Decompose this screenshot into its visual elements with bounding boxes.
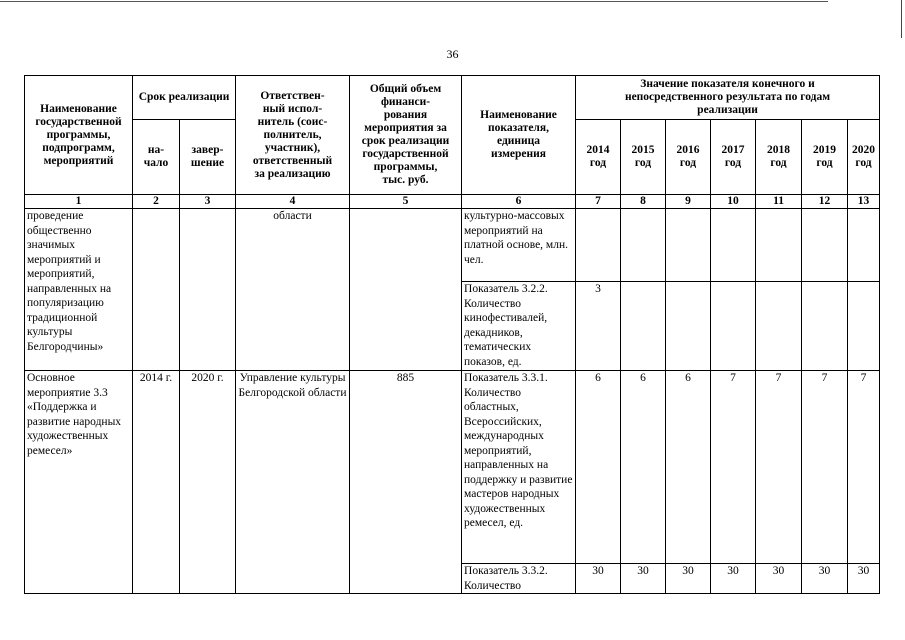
header-year-2019: 2019 год: [802, 120, 848, 195]
scan-edge-mark: [895, 0, 902, 38]
header-values: Значение показателя конечного и непосредственного результата по годам реализации: [576, 76, 880, 120]
financing-cell: [350, 209, 462, 371]
col-num: 4: [236, 195, 350, 209]
financing-cell: 885: [350, 371, 462, 594]
value-cell: [711, 282, 756, 371]
col-num: 3: [180, 195, 236, 209]
value-cell: [666, 282, 711, 371]
column-number-row: [25, 195, 880, 209]
value-cell: 30: [666, 564, 711, 594]
col-num: 2: [133, 195, 180, 209]
value-cell: 6: [576, 371, 621, 564]
value-cell: 3: [576, 282, 621, 371]
indicator-table: [24, 75, 880, 594]
col-num: 12: [802, 195, 848, 209]
col-num: 8: [621, 195, 666, 209]
col-num: 9: [666, 195, 711, 209]
value-cell: 30: [848, 564, 880, 594]
responsible-cell: области: [236, 209, 350, 371]
value-cell: 6: [621, 371, 666, 564]
value-cell: [621, 209, 666, 282]
program-name-cell: проведение общественно значимых мероприятий и мероприятий, направленных на популяризацию традиционной культуры Белгородчины»: [25, 209, 133, 371]
value-cell: 30: [802, 564, 848, 594]
value-cell: 30: [756, 564, 802, 594]
value-cell: [576, 209, 621, 282]
value-cell: 30: [576, 564, 621, 594]
value-cell: [756, 282, 802, 371]
end-cell: [180, 209, 236, 371]
indicator-cell: Показатель 3.3.1. Количество областных, Всероссийских, международных мероприятий, направленных на поддержку и развитие мастеров народных художественных ремесел, ед.: [462, 371, 576, 564]
value-cell: 7: [802, 371, 848, 564]
value-cell: [756, 209, 802, 282]
program-name-cell: Основное мероприятие 3.3 «Поддержка и развитие народных художественных ремесел»: [25, 371, 133, 594]
value-cell: [666, 209, 711, 282]
header-year-2017: 2017 год: [711, 120, 756, 195]
value-cell: 30: [621, 564, 666, 594]
value-cell: [621, 282, 666, 371]
end-cell: 2020 г.: [180, 371, 236, 594]
value-cell: 7: [711, 371, 756, 564]
header-program-name: Наименование государственной программы, подпрограмм, мероприятий: [25, 76, 133, 195]
value-cell: [802, 209, 848, 282]
start-cell: 2014 г.: [133, 371, 180, 594]
col-num: 1: [25, 195, 133, 209]
header-indicator: Наименование показателя, единица измерения: [462, 76, 576, 195]
value-cell: [848, 282, 880, 371]
col-num: 7: [576, 195, 621, 209]
top-rule: [0, 1, 828, 2]
value-cell: 6: [666, 371, 711, 564]
header-year-2014: 2014 год: [576, 120, 621, 195]
header-year-2020: 2020 год: [848, 120, 880, 195]
value-cell: 7: [756, 371, 802, 564]
indicator-cell: Показатель 3.2.2. Количество кинофестивалей, декадников, тематических показов, ед.: [462, 282, 576, 371]
header-year-2015: 2015 год: [621, 120, 666, 195]
value-cell: [711, 209, 756, 282]
header-year-2016: 2016 год: [666, 120, 711, 195]
table-row: [25, 371, 880, 564]
value-cell: [802, 282, 848, 371]
header-period: Срок реализации: [133, 76, 236, 120]
col-num: 11: [756, 195, 802, 209]
start-cell: [133, 209, 180, 371]
col-num: 5: [350, 195, 462, 209]
table-row: [25, 209, 880, 282]
responsible-cell: Управление культуры Белгородской области: [236, 371, 350, 594]
col-num: 13: [848, 195, 880, 209]
header-end: завер- шение: [180, 120, 236, 195]
col-num: 6: [462, 195, 576, 209]
col-num: 10: [711, 195, 756, 209]
value-cell: [848, 209, 880, 282]
page-number: 36: [446, 47, 459, 61]
header-responsible: Ответствен- ный испол- нитель (соис- полнитель, участник), ответственный за реализацию: [236, 76, 350, 195]
value-cell: 7: [848, 371, 880, 564]
header-year-2018: 2018 год: [756, 120, 802, 195]
indicator-cell: Показатель 3.3.2. Количество: [462, 564, 576, 594]
header-start: на- чало: [133, 120, 180, 195]
indicator-cell: культурно-массовых мероприятий на платной основе, млн. чел.: [462, 209, 576, 282]
header-financing: Общий объем финанси- рования мероприятия за срок реализации государственной программы, тыс. руб.: [350, 76, 462, 195]
value-cell: 30: [711, 564, 756, 594]
